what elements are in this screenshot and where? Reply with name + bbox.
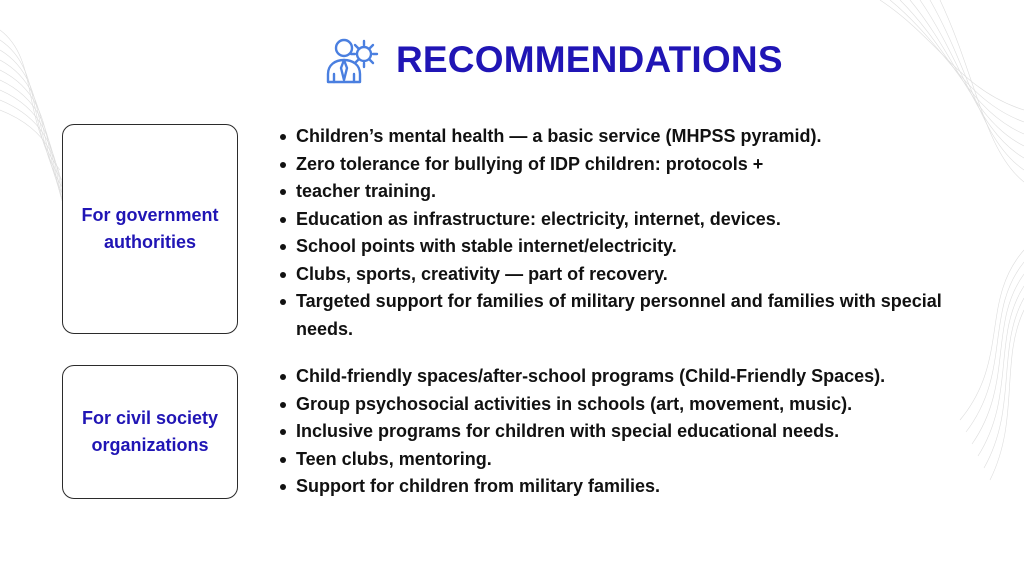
list-item: Teen clubs, mentoring. bbox=[278, 446, 978, 474]
header bbox=[322, 34, 783, 86]
list-item: School points with stable internet/electricity. bbox=[278, 233, 978, 261]
section-label-civil-society: For civil society organizations bbox=[62, 365, 238, 499]
list-item: Education as infrastructure: electricity, internet, devices. bbox=[278, 206, 978, 234]
list-item: Clubs, sports, creativity — part of recovery. bbox=[278, 261, 978, 289]
list-item: Inclusive programs for children with special educational needs. bbox=[278, 418, 978, 446]
section-label-government: For government authorities bbox=[62, 124, 238, 334]
list-item: Zero tolerance for bullying of IDP children: protocols + bbox=[278, 151, 978, 179]
list-item: Group psychosocial activities in schools (art, movement, music). bbox=[278, 391, 978, 419]
civil-society-recommendations-list bbox=[278, 363, 978, 501]
list-item: teacher training. bbox=[278, 178, 978, 206]
page-title: RECOMMENDATIONS bbox=[396, 39, 783, 80]
list-item: Child-friendly spaces/after-school programs (Child-Friendly Spaces). bbox=[278, 363, 978, 391]
list-item: Children’s mental health — a basic service (MHPSS pyramid). bbox=[278, 123, 978, 151]
list-item: Targeted support for families of military personnel and families with special needs. bbox=[278, 288, 978, 343]
list-item: Support for children from military families. bbox=[278, 473, 978, 501]
government-recommendations-list bbox=[278, 123, 978, 343]
person-gear-icon bbox=[322, 34, 382, 86]
